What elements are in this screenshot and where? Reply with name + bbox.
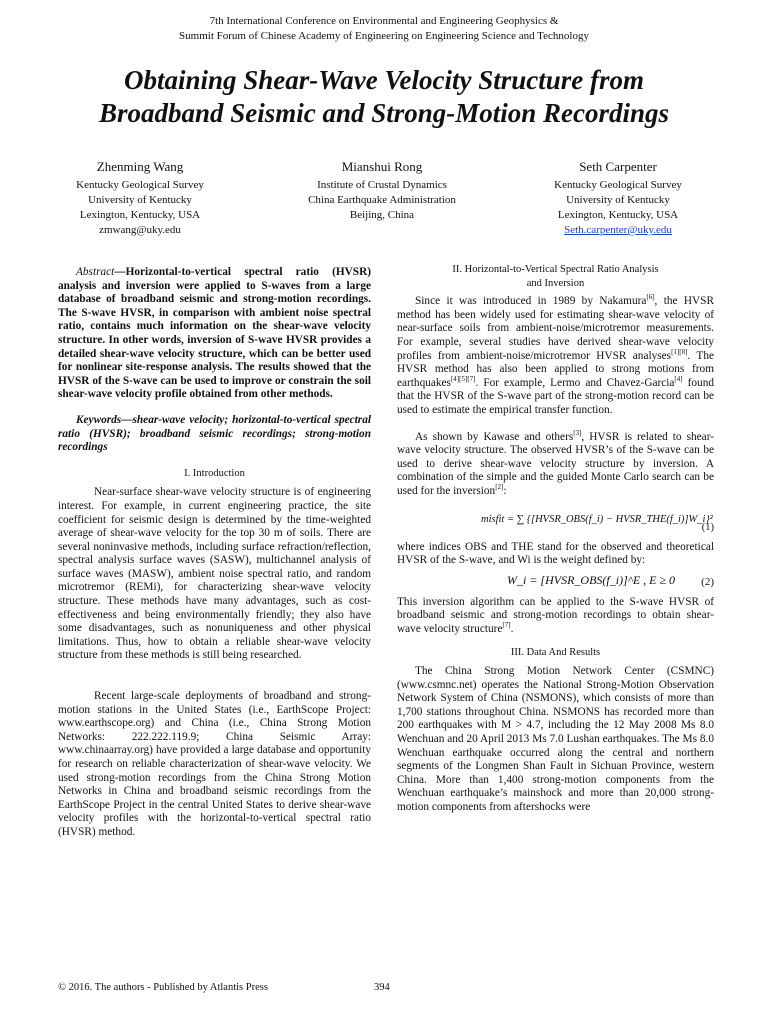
title-line-1: Obtaining Shear-Wave Velocity Structure from bbox=[123, 65, 645, 95]
author-affiliation: China Earthquake Administration bbox=[308, 194, 456, 206]
author-affiliation: University of Kentucky bbox=[88, 194, 192, 206]
equation-2-number: (2) bbox=[701, 575, 714, 588]
author-email-link[interactable]: Seth.carpenter@uky.edu bbox=[564, 224, 672, 236]
citation: [4][5][7] bbox=[450, 374, 476, 383]
intro-paragraph-1: Near-surface shear-wave velocity structure is of engineering interest. For example, in current engineering practice, the site coefficient for seismic design is determined by the time-weighted average of shear-wave velocity for the top 30 m of soils. There are several noninvasive methods, including surface refraction/reflection, spectral analysis surface waves (SASW), multichannel analysis of surface waves (MASW), ambient noise spectral ratio, and random microtremor (REMi), for characterizing shear-wave velocity structure. These methods have many advantages, such as cost-effectiveness and being environmentally friendly; they also have some disadvantages, such as nonuniqueness and other physical limitations. Thus, how to obtain a reliable shear-wave velocity structure from these methods is still being researched. bbox=[58, 486, 371, 662]
keywords-label: Keywords bbox=[76, 413, 122, 426]
text-run: . bbox=[510, 622, 514, 635]
conference-line-1: 7th International Conference on Environmental and Engineering Geophysics & bbox=[209, 15, 559, 27]
author-address: Lexington, Kentucky, USA bbox=[557, 209, 679, 221]
text-run: As shown by Kawase and others bbox=[415, 430, 574, 443]
section-heading-data-results: III. Data And Results bbox=[510, 647, 601, 659]
citation: [2] bbox=[495, 483, 504, 492]
equation-2 bbox=[397, 568, 714, 596]
keywords bbox=[58, 414, 371, 455]
hvsr-paragraph-4 bbox=[397, 596, 714, 637]
author-affiliation: Institute of Crustal Dynamics bbox=[317, 179, 447, 191]
hvsr-paragraph-1 bbox=[397, 295, 714, 417]
keywords-text: shear-wave velocity; horizontal-to-vertical spectral ratio (HVSR); broadband seismic recordings; strong-motion recordings bbox=[58, 413, 371, 454]
section-heading-hvsr-line-1: II. Horizontal-to-Vertical Spectral Ratio Analysis bbox=[452, 264, 659, 275]
left-column bbox=[58, 266, 371, 840]
text-run: . For example, Lermo and Chavez-Garcia bbox=[475, 376, 675, 389]
keywords-dash: — bbox=[121, 413, 133, 426]
section-heading-hvsr bbox=[397, 263, 714, 290]
citation: [3] bbox=[573, 428, 582, 437]
citation: [1][8] bbox=[671, 347, 688, 356]
page-number: 394 bbox=[374, 982, 390, 993]
text-run: , HVSR is related to shear-wave velocity structure. The observed HVSR’s of the S-wave can be used to derive shear-wave velocity structure by inversion. A combination of the simple and the guided Monte Carlo search can be used for the inversion bbox=[397, 430, 714, 497]
citation: [6] bbox=[646, 293, 655, 302]
text-run: Since it was introduced in 1989 by Nakamura bbox=[415, 295, 647, 308]
equation-1 bbox=[397, 507, 714, 541]
equation-2-body: W_i = [HVSR_OBS(f_i)]^E , E ≥ 0 bbox=[507, 572, 676, 587]
equation-1-number: (1) bbox=[701, 521, 714, 533]
conference-header bbox=[0, 14, 768, 44]
intro-paragraph-2: Recent large-scale deployments of broadband and strong-motion stations in the United States (i.e., EarthScope Project: www.earthscope.org) and China (i.e., China Strong Motion Networks: 222.222.119.9; China Seismic Array: www.chinaarray.org) have provided a large database and opportunity for research on reliable characterization of shear-wave velocity. We used strong-motion recordings from the China Strong Motion Networks in China and broadband seismic recordings from the EarthScope Project in the central United States to derive shear-wave velocity profiles with the horizontal-to-vertical spectral ratio (HVSR) method. bbox=[58, 690, 371, 838]
abstract-label: Abstract bbox=[76, 266, 115, 278]
text-run: , the HVSR method has been widely used for estimating shear-wave velocity of near-surface soils from ambient-noise/microtremor measurements. For example, several studies have derived shear-wave velocity profiles from ambient-noise/microtremor HVSR analyses bbox=[397, 295, 714, 362]
author-email: zmwang@uky.edu bbox=[99, 224, 181, 236]
title-line-2: Broadband Seismic and Strong-Motion Recordings bbox=[98, 98, 670, 128]
citation: [4] bbox=[674, 374, 683, 383]
author-name: Mianshui Rong bbox=[341, 159, 423, 174]
hvsr-paragraph-2 bbox=[397, 428, 714, 499]
paper-title bbox=[20, 64, 748, 130]
author-name: Seth Carpenter bbox=[579, 159, 657, 174]
author-block-2 bbox=[282, 158, 482, 223]
text-run: found that the HVSR of the S-wave part of the strong-motion record can be used to estimate the empirical transfer function. bbox=[397, 376, 714, 416]
data-paragraph-1: The China Strong Motion Network Center (CSMNC) (www.csmnc.net) operates the National Strong-Motion Observation Network System of China (NSMONS), which consists of more than 1,700 stations throughout China. NSMONS has recorded more than 200 earthquakes with M > 4.7, including the 12 May 2008 Ms 8.0 Wenchuan and 20 April 2013 Ms 7.0 Lushan earthquakes. The Ms 8.0 Wenchuan earthquake occurred along the central and northern segments of the Longmen Shan Fault in Sichuan Province, western China. More than 1,400 strong-motion components from the Wenchuan earthquake’s mainshock and more than 20,000 strong-motion components from aftershocks were bbox=[397, 665, 714, 813]
right-column bbox=[397, 263, 714, 815]
author-address: Lexington, Kentucky, USA bbox=[79, 209, 201, 221]
section-heading-introduction: I. Introduction bbox=[184, 467, 245, 479]
text-run: . The HVSR method has also been applied to strong motions from earthquakes bbox=[397, 349, 714, 389]
author-block-3 bbox=[518, 158, 718, 238]
conference-line-2: Summit Forum of Chinese Academy of Engineering on Engineering Science and Technology bbox=[179, 30, 589, 42]
text-run: : bbox=[503, 484, 507, 497]
author-affiliation: University of Kentucky bbox=[566, 194, 670, 206]
section-heading-hvsr-line-2: and Inversion bbox=[526, 277, 585, 289]
hvsr-paragraph-3: where indices OBS and THE stand for the observed and theoretical HVSR of the S-wave, and Wi is the weight defined by: bbox=[397, 540, 714, 567]
author-name: Zhenming Wang bbox=[96, 159, 184, 174]
abstract bbox=[58, 266, 371, 402]
author-affiliation: Kentucky Geological Survey bbox=[554, 179, 682, 191]
abstract-text: Horizontal-to-vertical spectral ratio (HVSR) analysis and inversion were applied to S-waves from a large database of broadband seismic and strong-motion recordings. The S-wave HVSR, in comparison with ambient noise spectral ratio, contains much information on the shear-wave velocity structure. In other words, inversion of S-wave HVSR provides a detailed shear-wave velocity structure, which can be better used for nonlinear site-response analysis. The results showed that the HVSR of the S-wave can be used to improve or constrain the soil shear-wave velocity profile obtained from other methods. bbox=[58, 266, 371, 401]
equation-1-body: misfit = ∑ {[HVSR_OBS(f_i) − HVSR_THE(f_i)]W_i}² bbox=[481, 513, 713, 525]
abstract-dash: — bbox=[114, 266, 126, 278]
author-affiliation: Kentucky Geological Survey bbox=[76, 179, 204, 191]
author-address: Beijing, China bbox=[349, 209, 415, 221]
citation: [7] bbox=[502, 621, 511, 630]
author-block-1 bbox=[40, 158, 240, 238]
copyright-footer: © 2016. The authors - Published by Atlantis Press bbox=[58, 982, 268, 993]
text-run: This inversion algorithm can be applied to the S-wave HVSR of broadband seismic and strong-motion recordings to obtain shear-wave velocity structure bbox=[397, 595, 714, 635]
